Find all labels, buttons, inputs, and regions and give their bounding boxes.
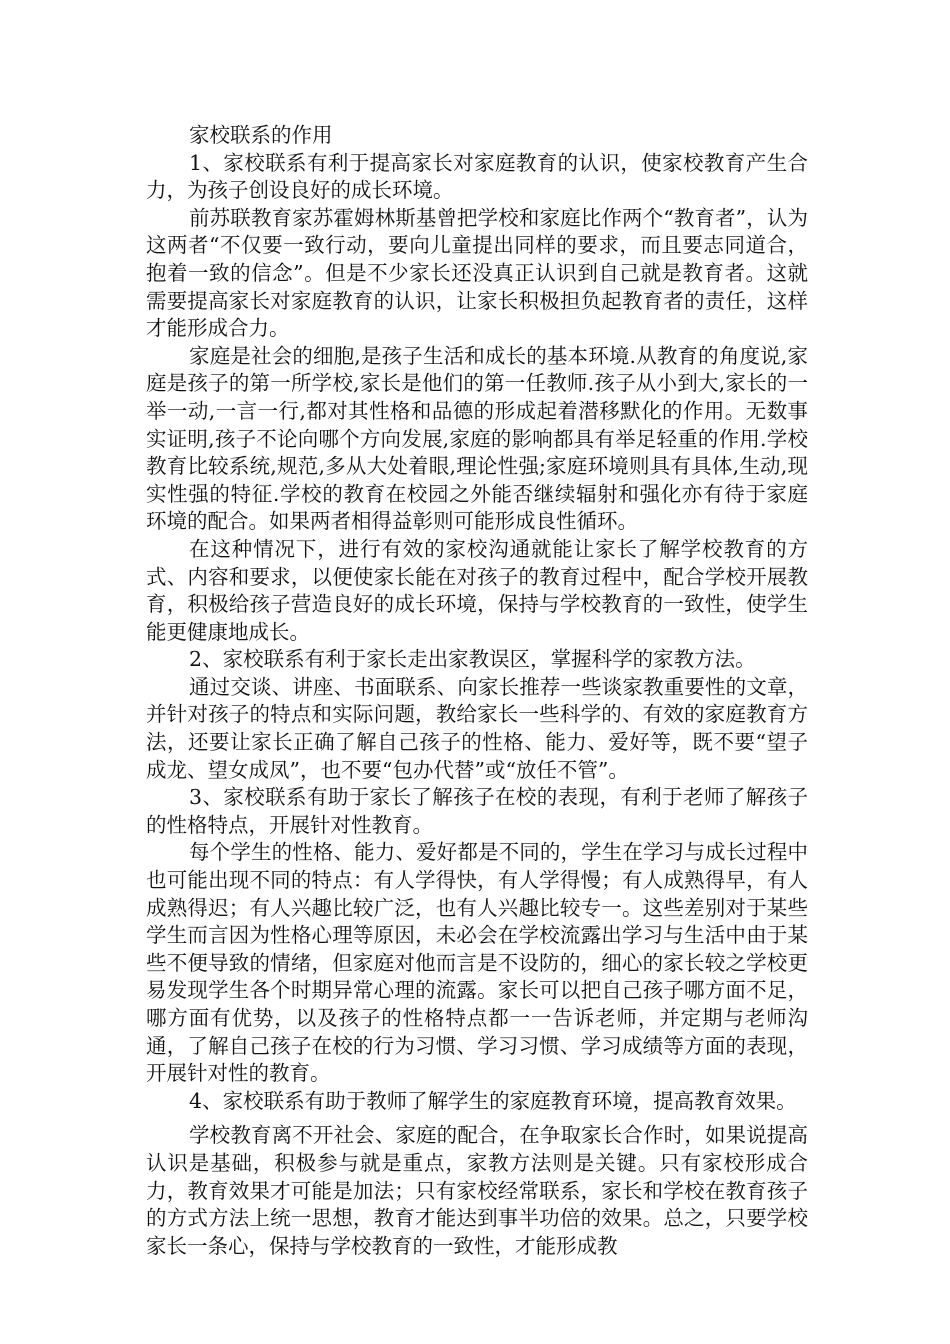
section-3-heading: 3、家校联系有助于家长了解孩子在校的表现，有利于老师了解孩子的性格特点，开展针对性教育。 — [146, 785, 808, 837]
document-body — [146, 122, 808, 1260]
paragraph: 每个学生的性格、能力、爱好都是不同的，学生在学习与成长过程中也可能出现不同的特点：有人学得快，有人学得慢；有人成熟得早，有人成熟得迟；有人兴趣比较广泛，也有人兴趣比较专一。这些差别对于某些学生而言因为性格心理等原因，未必会在学校流露出学习与生活中由于某些不便导致的情绪，但家庭对他而言是不设防的，细心的家长较之学校更易发现学生各个时期异常心理的流露。家长可以把自己孩子哪方面不足，哪方面有优势，以及孩子的性格特点都一一告诉老师，并定期与老师沟通，了解自己孩子在校的行为习惯、学习习惯、学习成绩等方面的表现，开展针对性的教育。 — [146, 840, 808, 1086]
paragraph: 在这种情况下，进行有效的家校沟通就能让家长了解学校教育的方式、内容和要求，以便使家长能在对孩子的教育过程中，配合学校开展教育，积极给孩子营造良好的成长环境，保持与学校教育的一致性，使学生能更健康地成长。 — [146, 536, 808, 644]
section-2-heading: 2、家校联系有利于家长走出家教误区，掌握科学的家教方法。 — [189, 647, 756, 672]
paragraph: 通过交谈、讲座、书面联系、向家长推荐一些谈家教重要性的文章，并针对孩子的特点和实际问题，教给家长一些科学的、有效的家庭教育方法，还要让家长正确了解自己孩子的性格、能力、爱好等，既不要“望子成龙、望女成凤”，也不要“包办代替”或“放任不管”。 — [146, 674, 808, 782]
document-title: 家校联系的作用 — [189, 123, 333, 147]
section-1-heading: 1、家校联系有利于提高家长对家庭教育的认识，使家校教育产生合力，为孩子创设良好的成长环境。 — [146, 150, 808, 203]
paragraph: 学校教育离不开社会、家庭的配合，在争取家长合作时，如果说提高认识是基础，积极参与就是重点，家教方法则是关键。只有家校形成合力，教育效果才可能是加法；只有家校经常联系，家长和学校在教育孩子的方式方法上统一思想，教育才能达到事半功倍的效果。总之，只要学校家长一条心，保持与学校教育的一致性，才能形成教 — [146, 1123, 808, 1258]
paragraph: 前苏联教育家苏霍姆林斯基曾把学校和家庭比作两个“教育者”，认为这两者“不仅要一致行动，要向儿童提出同样的要求，而且要志同道合，抱着一致的信念”。但是不少家长还没真正认识到自己就是教育者。这就需要提高家长对家庭教育的认识，让家长积极担负起教育者的责任，这样才能形成合力。 — [146, 205, 808, 341]
paragraph: 家庭是社会的细胞,是孩子生活和成长的基本环境.从教育的角度说,家庭是孩子的第一所学校,家长是他们的第一任教师.孩子从小到大,家长的一举一动,一言一行,都对其性格和品德的形成起着潜移默化的作用。无数事实证明,孩子不论向哪个方向发展,家庭的影响都具有举足轻重的作用.学校教育比较系统,规范,多从大处着眼,理论性强;家庭环境则具有具体,生动,现实性强的特征.学校的教育在校园之外能否继续辐射和强化亦有待于家庭环境的配合。如果两者相得益彰则可能形成良性循环。 — [146, 343, 808, 534]
section-4-heading: 4、家校联系有助于教师了解学生的家庭教育环境，提高教育效果。 — [189, 1088, 797, 1113]
